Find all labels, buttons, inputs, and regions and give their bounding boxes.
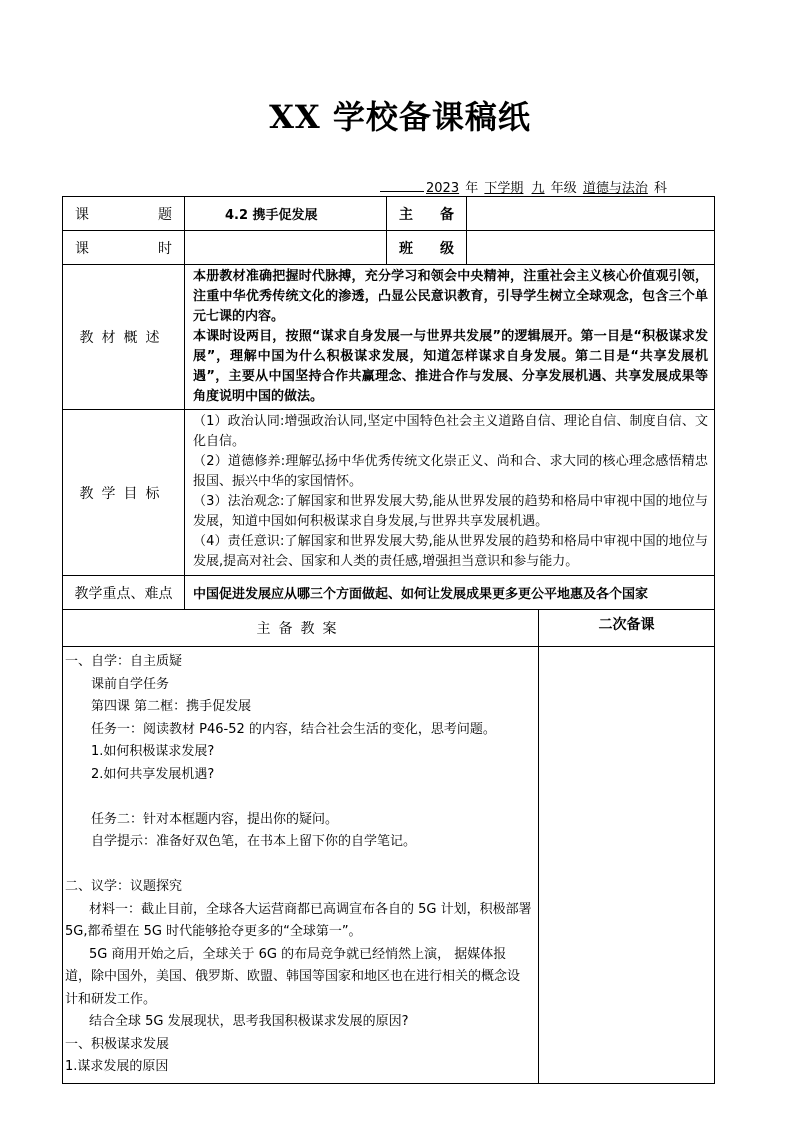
row-hours (63, 231, 715, 265)
key-value: 中国促进发展应从哪三个方面做起、如何让发展成果更多更公平地惠及各个国家 (185, 576, 715, 610)
lead-value[interactable] (467, 197, 715, 231)
plan-line: 自学提示：准备好双色笔，在书本上留下你的自学笔记。 (91, 834, 417, 849)
plan-blank-line (65, 854, 532, 877)
plan-line: 2.如何共享发展机遇? (91, 766, 215, 782)
meta-grade: 九 (531, 181, 545, 196)
plan-line: 1.如何积极谋求发展? (91, 744, 215, 759)
meta-subject: 道德与法治 (582, 181, 648, 196)
plan-line: 二、议学：议题探究 (65, 879, 183, 894)
plan-line: 任务二：针对本框题内容，提出你的疑问。 (91, 811, 339, 827)
class-label: 班级 (387, 231, 467, 265)
header-meta-line (380, 177, 715, 196)
plan-line: 5G 商用开始之后，全球关于 6G 的布局竞争就已经悄然上演， 据媒体报道，除中国外，美国、俄罗斯、欧盟、韩国等国家和地区也在进行相关的概念设计和研发工作。 (65, 946, 521, 1007)
row-key-points (63, 576, 715, 610)
goals-content (185, 410, 715, 576)
goal-item: （4）责任意识:了解国家和世界发展大势,能从世界发展的趋势和格局中审视中国的地位与发展,提高对社会、国家和人类的责任感,增强担当意识和参与能力。 (193, 534, 708, 569)
plan-line: 任务一：阅读教材 P46-52 的内容，结合社会生活的变化，思考问题。 (91, 721, 496, 737)
overview-label: 教材概述 (63, 265, 185, 410)
hours-label: 课时 (63, 231, 185, 265)
meta-subject-suffix: 科 (654, 181, 668, 196)
hours-value[interactable] (185, 231, 387, 265)
plan-line: 课前自学任务 (91, 676, 170, 692)
goal-item: （2）道德修养:理解弘扬中华优秀传统文化崇正义、尚和合、求大同的核心理念感悟精忠报国、振兴中华的家国情怀。 (193, 454, 708, 489)
second-plan-content[interactable] (539, 647, 715, 1084)
plan-line: 结合全球 5G 发展现状，思考我国积极谋求发展的原因? (89, 1014, 409, 1029)
main-plan-content (63, 647, 539, 1084)
plan-line: 一、积极谋求发展 (65, 1036, 170, 1052)
meta-year-suffix: 年 (465, 181, 479, 196)
class-value[interactable] (467, 231, 715, 265)
goals-label: 教学目标 (63, 410, 185, 576)
underline-lead (380, 180, 424, 192)
meta-grade-suffix: 年级 (550, 181, 577, 196)
overview-paragraph: 本册教材准确把握时代脉搏，充分学习和领会中央精神，注重社会主义核心价值观引领，注重中华优秀传统文化的渗透，凸显公民意识教育，引导学生树立全球观念，包含三个单元七课的内容。 (193, 269, 708, 324)
plan-blank-line (65, 786, 532, 809)
main-plan-header: 主备教案 (63, 610, 539, 647)
lesson-value: 4.2 携手促发展 (185, 197, 387, 231)
plan-line: 第四课 第二框：携手促发展 (91, 699, 252, 714)
plan-line: 1.谋求发展的原因 (65, 1059, 169, 1074)
row-goals (63, 410, 715, 576)
plan-line: 材料一：截止目前，全球各大运营商都已高调宣布各自的 5G 计划，积极部署 5G,都希望在 5G 时代能够抢夺更多的“全球第一”。 (65, 901, 532, 939)
second-plan-header: 二次备课 (539, 610, 715, 647)
plan-line: 一、自学：自主质疑 (65, 654, 183, 669)
key-label: 教学重点、难点 (63, 576, 185, 610)
row-overview (63, 265, 715, 410)
overview-content (185, 265, 715, 410)
lead-label: 主备 (387, 197, 467, 231)
goal-item: （3）法治观念:了解国家和世界发展大势,能从世界发展的趋势和格局中审视中国的地位与发展，知道中国如何积极谋求自身发展,与世界共享发展机遇。 (193, 494, 708, 529)
row-lesson (63, 197, 715, 231)
overview-paragraph: 本课时设两目，按照“谋求自身发展一与世界共发展”的逻辑展开。第一目是“积极谋求发展”，理解中国为什么积极谋求发展，知道怎样谋求自身发展。第二目是“共享发展机遇”，主要从中国坚持合作共赢理念、推进合作与发展、分享发展机遇、共享发展成果等角度说明中国的做法。 (193, 329, 708, 404)
meta-semester: 下学期 (484, 181, 524, 196)
lesson-label: 课题 (63, 197, 185, 231)
page-title: XX 学校备课稿纸 (269, 98, 531, 136)
row-plan-headers (63, 610, 715, 647)
row-plan-body (63, 647, 715, 1084)
meta-year: 2023 (426, 181, 460, 196)
lesson-plan-table (62, 196, 715, 1084)
goal-item: （1）政治认同:增强政治认同,坚定中国特色社会主义道路自信、理论自信、制度自信、文化自信。 (193, 414, 708, 449)
